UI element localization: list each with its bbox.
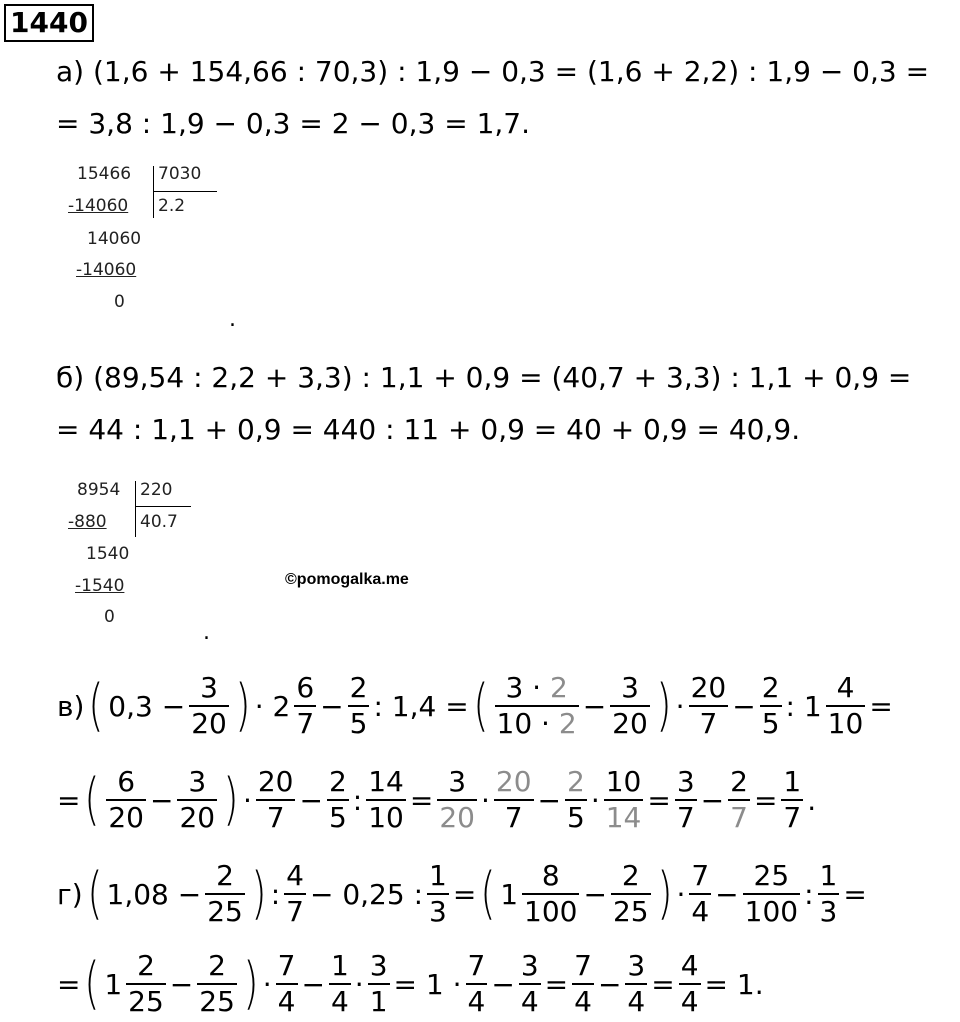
denominator: 5 [566, 801, 585, 834]
denominator: 4 [330, 985, 349, 1018]
fraction [522, 859, 579, 929]
numerator: 4 [680, 949, 699, 982]
numerator: 8 [541, 859, 560, 892]
fraction [610, 671, 650, 741]
denominator: 7 [676, 801, 695, 834]
fraction [519, 949, 541, 1019]
dividend: 8954 [77, 480, 121, 500]
denominator: 7 [730, 801, 748, 834]
divisor: 7030 [158, 164, 202, 184]
right-paren: ) [656, 673, 672, 738]
term: − [320, 689, 344, 723]
fraction [256, 765, 296, 835]
denominator: 20 [191, 707, 227, 740]
term: 0,3 − [108, 689, 186, 723]
numerator: 3 [621, 671, 639, 704]
numerator: 1 [819, 859, 838, 892]
multiplier: 2 [558, 707, 577, 740]
denominator: 3 [429, 895, 447, 928]
term: = [869, 689, 893, 723]
denominator: 7 [286, 895, 304, 928]
denominator: 25 [199, 985, 235, 1018]
numerator: 7 [277, 949, 296, 982]
term: · [480, 783, 490, 817]
fraction [781, 765, 803, 835]
denominator: 7 [296, 707, 315, 740]
fraction [495, 671, 579, 741]
numerator: 2 [621, 859, 640, 892]
division-vertical-bar [153, 166, 154, 218]
denominator: 7 [504, 801, 523, 834]
numerator: 2 [566, 765, 585, 798]
fraction [679, 949, 701, 1019]
denominator: 20 [439, 801, 475, 834]
denominator: 5 [349, 707, 368, 740]
part-b-line-2: = 44 : 1,1 + 0,9 = 440 : 11 + 0,9 = 40 + 0,9 = 40,9. [56, 413, 801, 446]
denominator: 10 [827, 707, 864, 740]
final-remainder: 0 [104, 607, 115, 627]
fraction [189, 671, 229, 741]
term: − [537, 783, 561, 817]
numerator: 7 [467, 949, 486, 982]
left-paren: ( [480, 861, 496, 926]
term: = 1. [704, 967, 764, 1001]
fraction [276, 949, 298, 1019]
denominator: 5 [328, 801, 347, 834]
term: · [675, 689, 685, 723]
term: · [354, 967, 364, 1001]
term: 1 [500, 877, 519, 911]
fraction [826, 671, 866, 741]
part-v-line-2 [56, 762, 817, 838]
term: : 1,4 = [373, 689, 469, 723]
subtrahend-2: -14060 [76, 260, 137, 280]
numerator: 3 [369, 949, 388, 982]
multiplier: 2 [549, 671, 568, 704]
left-paren: ( [472, 673, 489, 738]
part-label: г) [57, 877, 83, 911]
numerator: 3 [627, 949, 646, 982]
numerator: 3 [188, 765, 207, 798]
denominator: 10 [368, 801, 404, 834]
numerator: 2 [216, 859, 234, 892]
numerator: 14 [368, 765, 404, 798]
left-paren: ( [84, 767, 101, 832]
term: · [262, 967, 272, 1001]
numerator: 20 [690, 671, 727, 704]
division-vertical-bar [135, 481, 136, 537]
denominator: 25 [612, 895, 649, 928]
denominator: 20 [612, 707, 648, 740]
divisor: 220 [140, 480, 173, 500]
denominator: 4 [627, 985, 646, 1018]
term: = [57, 967, 81, 1001]
left-paren: ( [84, 951, 101, 1016]
numerator: 10 [605, 765, 642, 798]
term: = [452, 877, 477, 911]
final-remainder: 0 [114, 292, 125, 312]
numerator: 1 [429, 859, 447, 892]
term: : 1 [785, 689, 822, 723]
term: = [544, 967, 569, 1001]
denominator: 4 [520, 985, 539, 1018]
numerator: 2 [208, 949, 226, 982]
denominator: 4 [277, 985, 296, 1018]
left-paren: ( [86, 861, 103, 926]
term: = 1 · [393, 967, 462, 1001]
division-horizontal-bar [135, 506, 191, 507]
term: − [583, 877, 607, 911]
fraction [294, 671, 316, 741]
term: − 0,25 : [309, 877, 424, 911]
problem-number: 1440 [4, 4, 94, 42]
fraction [348, 671, 370, 741]
denominator: 14 [605, 801, 642, 834]
term: − [732, 689, 756, 723]
term: : [352, 783, 363, 817]
subtrahend-1: -880 [68, 512, 107, 532]
term: − [715, 877, 739, 911]
fraction [126, 949, 166, 1019]
part-a-line-2: = 3,8 : 1,9 − 0,3 = 2 − 0,3 = 1,7. [56, 107, 531, 140]
denominator: 4 [467, 985, 486, 1018]
fraction [818, 859, 840, 929]
term: − [582, 689, 607, 723]
denominator: 5 [761, 707, 780, 740]
term: : [270, 877, 281, 911]
part-label: в) [57, 689, 85, 723]
denominator: 4 [574, 985, 592, 1018]
numerator: 25 [753, 859, 790, 892]
division-horizontal-bar [153, 191, 217, 192]
numerator: 20 [495, 765, 532, 798]
fraction [760, 671, 782, 741]
numerator [503, 671, 569, 705]
term: − [700, 783, 725, 817]
term: = [843, 877, 867, 911]
fraction [565, 765, 587, 835]
numerator: 4 [836, 671, 855, 704]
denominator: 20 [108, 801, 144, 834]
fraction [368, 949, 390, 1019]
fraction [205, 859, 245, 929]
term: = [651, 967, 675, 1001]
numerator: 3 [200, 671, 218, 704]
quotient: 2.2 [158, 196, 186, 216]
denominator-part: 10 · [496, 707, 559, 740]
fraction [689, 671, 729, 741]
part-g-line-2 [56, 946, 765, 1022]
term: − [169, 967, 194, 1001]
fraction [675, 765, 697, 835]
right-paren: ) [243, 951, 259, 1016]
part-b-line-1: б) (89,54 : 2,2 + 3,3) : 1,1 + 0,9 = (40,7 + 3,3) : 1,1 + 0,9 = [56, 361, 912, 394]
numerator: 3 [676, 765, 695, 798]
numerator: 1 [330, 949, 349, 982]
subtrahend-2: -1540 [75, 576, 125, 596]
term: − [149, 783, 174, 817]
term: − [299, 783, 323, 817]
term: = [753, 783, 778, 817]
fraction [427, 859, 449, 929]
right-paren: ) [235, 673, 251, 738]
numerator: 4 [286, 859, 304, 892]
quotient: 40.7 [140, 512, 178, 532]
fraction [611, 859, 651, 929]
denominator: 7 [699, 707, 718, 740]
numerator: 2 [328, 765, 347, 798]
denominator [495, 707, 579, 741]
fraction [329, 949, 351, 1019]
left-paren: ( [88, 673, 105, 738]
term: − [597, 967, 622, 1001]
fraction [366, 765, 406, 835]
term: = [57, 783, 81, 817]
term: · [242, 783, 252, 817]
numerator: 7 [691, 859, 710, 892]
numerator: 2 [137, 949, 155, 982]
term: 1 [104, 967, 123, 1001]
numerator: 2 [730, 765, 748, 798]
fraction [743, 859, 800, 929]
numerator-part: 3 · [505, 671, 550, 704]
fraction [466, 949, 488, 1019]
watermark: ©pomogalka.me [285, 571, 409, 588]
denominator: 25 [207, 895, 243, 928]
denominator: 20 [179, 801, 216, 834]
fraction [728, 765, 750, 835]
term: · 2 [254, 689, 291, 723]
part-g-line-1 [56, 856, 868, 932]
term: · [590, 783, 600, 817]
fraction [604, 765, 644, 835]
denominator: 100 [744, 895, 799, 928]
denominator: 4 [691, 895, 710, 928]
term: 1,08 − [106, 877, 202, 911]
fraction [625, 949, 647, 1019]
part-v-line-1 [56, 668, 894, 744]
fraction [437, 765, 477, 835]
part-a-line-1: а) (1,6 + 154,66 : 70,3) : 1,9 − 0,3 = (1,6 + 2,2) : 1,9 − 0,3 = [56, 55, 930, 88]
numerator: 6 [296, 671, 315, 704]
denominator: 7 [783, 801, 802, 834]
subtrahend-1: -14060 [68, 196, 129, 216]
term: : [804, 877, 814, 911]
dividend: 15466 [77, 164, 132, 184]
fraction [197, 949, 237, 1019]
term: = [409, 783, 434, 817]
remainder-1: 14060 [87, 229, 142, 249]
fraction [689, 859, 711, 929]
fraction [106, 765, 146, 835]
numerator: 1 [783, 765, 802, 798]
term: − [491, 967, 515, 1001]
term: · [676, 877, 686, 911]
numerator: 2 [761, 671, 780, 704]
term: = [647, 783, 671, 817]
right-paren: ) [251, 861, 267, 926]
numerator: 3 [520, 949, 539, 982]
fraction [494, 765, 534, 835]
numerator: 3 [448, 765, 467, 798]
right-paren: ) [223, 767, 239, 832]
dot: . [203, 620, 210, 645]
denominator: 7 [266, 801, 285, 834]
denominator: 3 [819, 895, 838, 928]
fraction [327, 765, 349, 835]
numerator: 2 [349, 671, 368, 704]
fraction [284, 859, 306, 929]
fraction [177, 765, 217, 835]
right-paren: ) [656, 861, 673, 926]
remainder-1: 1540 [86, 544, 130, 564]
denominator: 1 [369, 985, 388, 1018]
denominator: 100 [524, 895, 578, 928]
term: − [301, 967, 325, 1001]
numerator: 7 [574, 949, 592, 982]
fraction [572, 949, 594, 1019]
term: . [807, 783, 817, 817]
dot: . [229, 307, 236, 332]
denominator: 4 [680, 985, 699, 1018]
numerator: 20 [257, 765, 294, 798]
numerator: 6 [117, 765, 136, 798]
denominator: 25 [128, 985, 164, 1018]
